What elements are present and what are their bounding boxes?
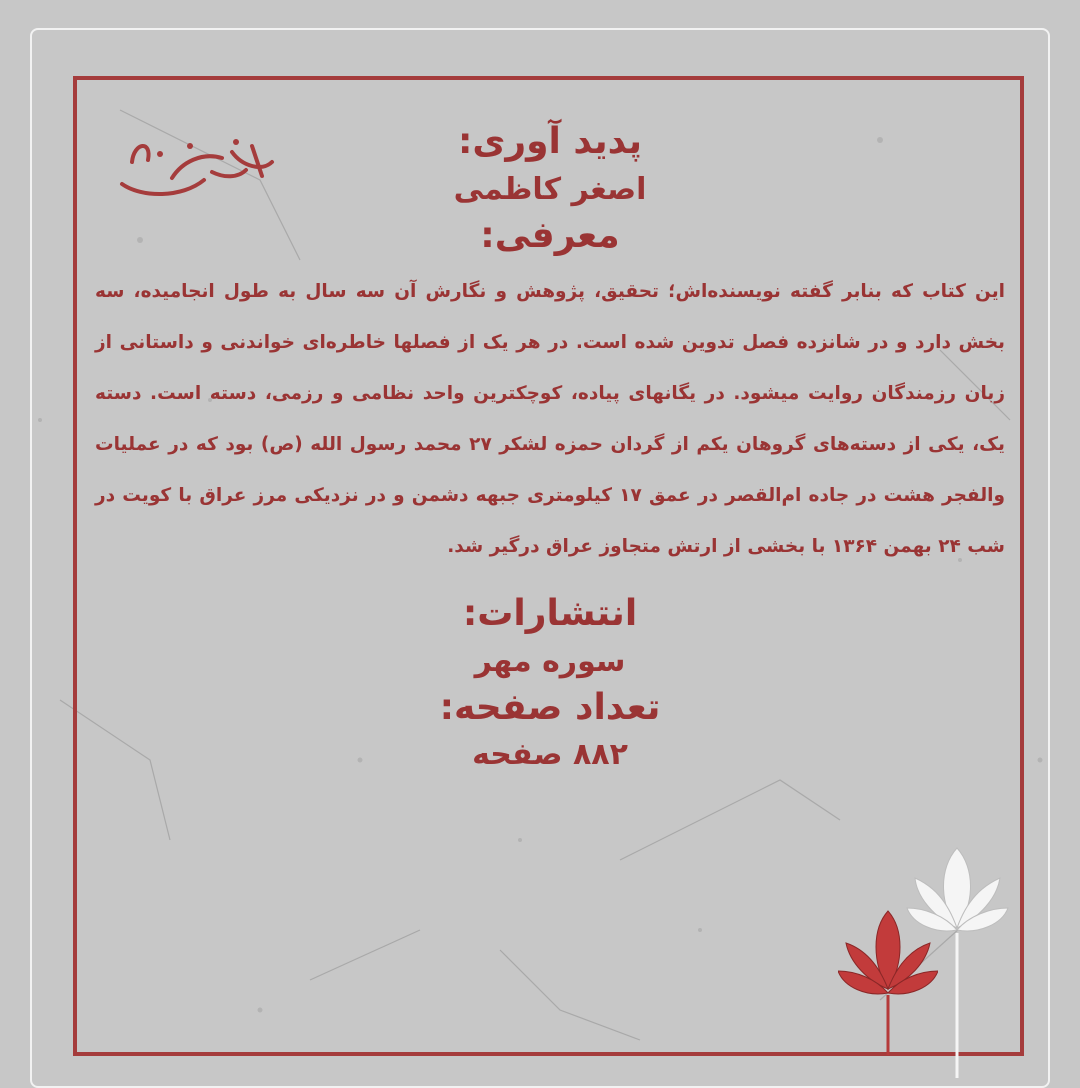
pages-value: ۸۸۲ صفحه — [472, 737, 628, 773]
publisher-name: سوره مهر — [474, 643, 626, 679]
red-lotus-icon — [838, 905, 938, 1055]
intro-heading: معرفی: — [480, 214, 620, 256]
publisher-heading: انتشارات: — [462, 593, 638, 635]
intro-text: این کتاب که بنابر گفته نویسنده‌اش؛ تحقیق، پژوهش و نگارش آن سه سال به طول انجامیده، سه بخش دارد و در شانزده فصل تدوین شده است. در هر یک از فصلها خاطره‌ای خواندنی و داستانی از زبان رزمندگان روایت میشود. در یگانهای پیاده، کوچکترین واحد نظامی و رزمی، دسته است. دسته یک، یکی از دسته‌های گروهان یکم از گردان حمزه لشکر ۲۷ محمد رسول الله (ص) بود که در عملیات والفجر هشت در جاده ام‌القصر در عمق ۱۷ کیلومتری جبهه دشمن و در نزدیکی مرز عراق با کویت در شب ۲۴ بهمن ۱۳۶۴ با بخشی از ارتش متجاوز عراق درگیر شد. — [95, 281, 1006, 558]
content-column — [95, 118, 1005, 777]
author-heading: پدید آوری: — [458, 121, 642, 162]
pages-heading: تعداد صفحه: — [439, 686, 661, 728]
author-name: اصغر کاظمی — [453, 171, 647, 207]
